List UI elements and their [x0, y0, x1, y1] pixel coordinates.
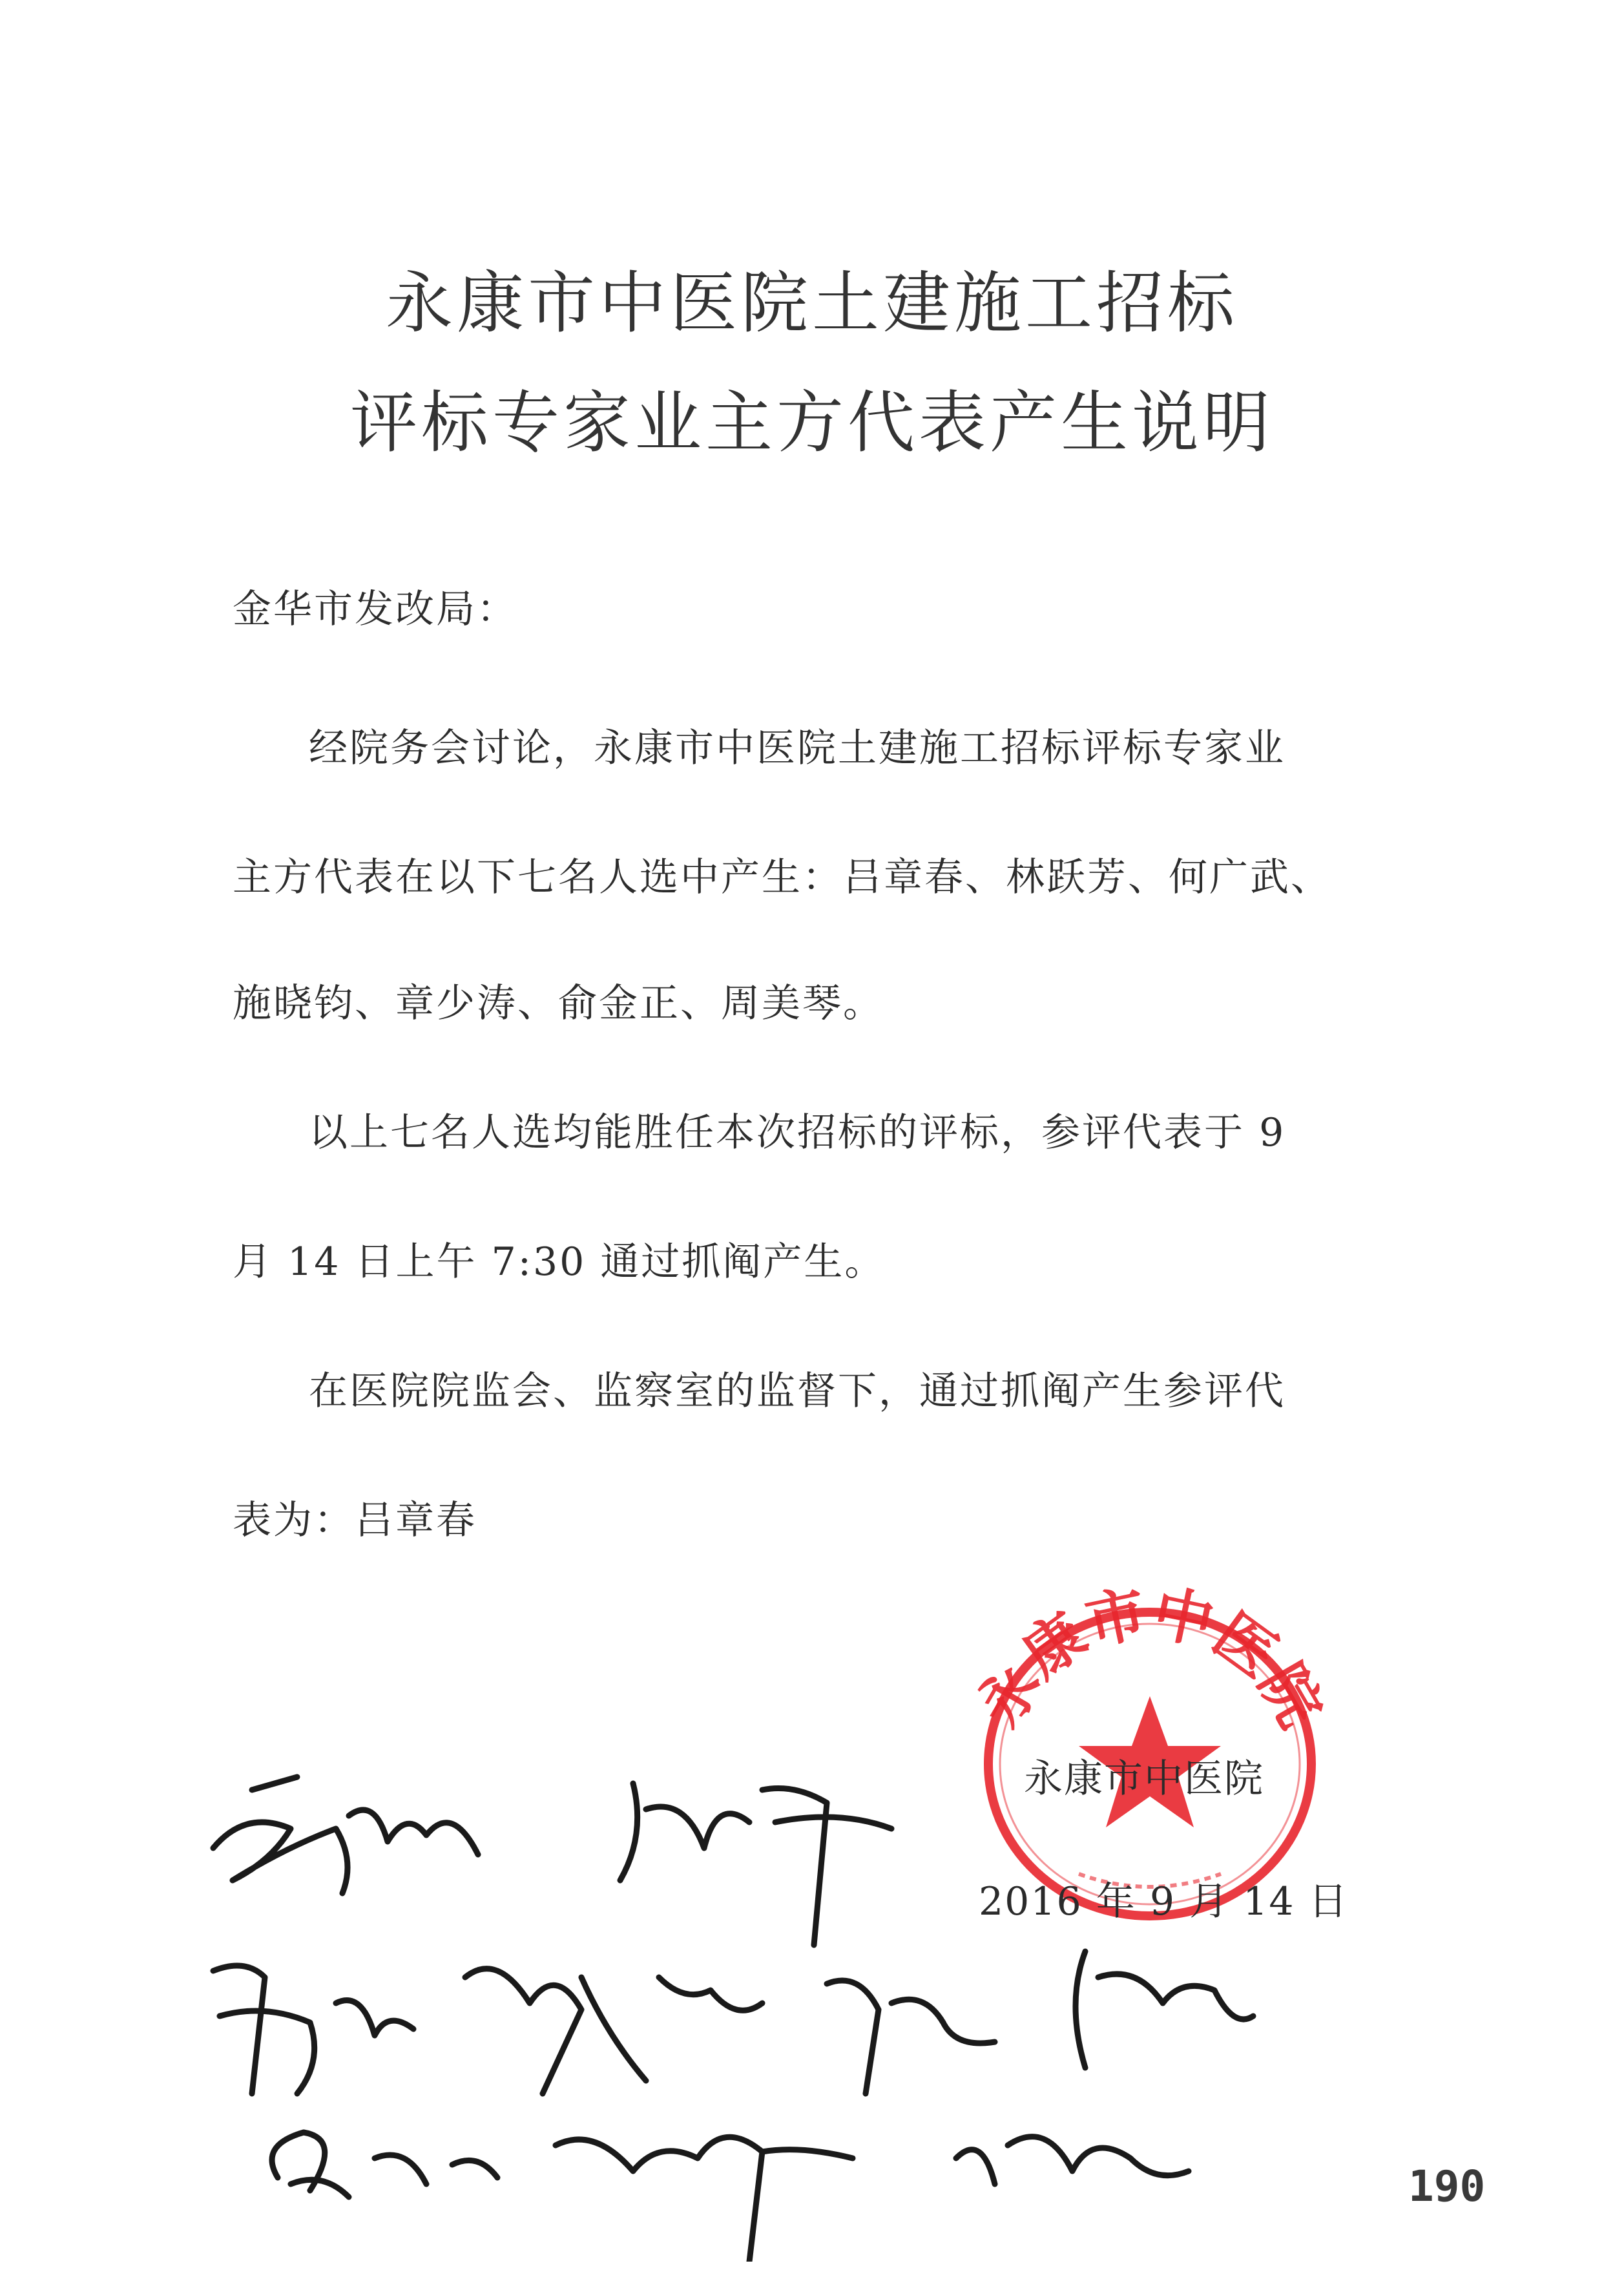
paragraph-1-line-2: 主方代表在以下七名人选中产生：吕章春、林跃芳、何广武、: [233, 855, 1331, 900]
signature-9: [956, 2137, 1189, 2184]
paragraph-1-line-1: 经院务会讨论，永康市中医院土建施工招标评标专家业: [309, 726, 1286, 771]
signature-1: [213, 1777, 478, 1893]
paragraph-3-line-1: 在医院院监会、监察室的监督下，通过抓阄产生参评代: [309, 1369, 1286, 1414]
title-line-1: 永康市中医院土建施工招标: [385, 264, 1238, 342]
signer: 永康市中医院: [1024, 1756, 1264, 1802]
paragraph-1-line-3: 施晓钧、章少涛、俞金正、周美琴。: [233, 981, 884, 1026]
paragraph-2-line-1: 以上七名人选均能胜任本次招标的评标，参评代表于 9: [309, 1110, 1286, 1155]
seal-text: 永康市中医院: [964, 1577, 1336, 1739]
signature-8: [556, 2137, 853, 2262]
title-line-2: 评标专家业主方代表产生说明: [349, 383, 1274, 462]
signature-5: [827, 1981, 995, 2094]
signature-2: [620, 1783, 891, 1945]
date: 2016 年 9 月 14 日: [979, 1879, 1349, 1924]
page-number: 190: [1408, 2161, 1486, 2211]
signature-6: [1076, 1951, 1253, 2068]
signature-3: [213, 1966, 413, 2094]
paragraph-2-line-2: 月 14 日上午 7:30 通过抓阄产生。: [233, 1239, 886, 1285]
handwritten-signatures: [194, 1732, 1292, 2262]
signature-4: [465, 1969, 762, 2094]
salutation: 金华市发改局：: [233, 587, 517, 632]
paragraph-3-line-2: 表为：吕章春: [233, 1498, 477, 1543]
signature-7: [272, 2132, 497, 2197]
